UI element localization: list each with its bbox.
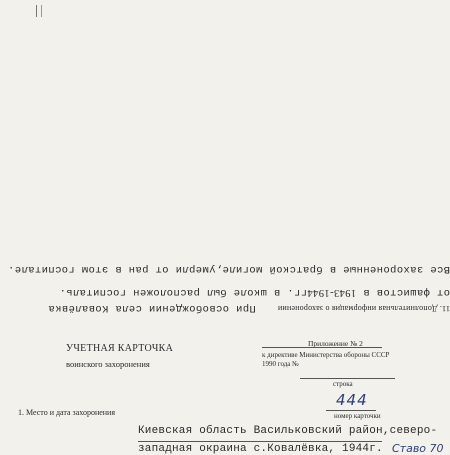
directive-text: к директиве Министерства обороны СССР — [262, 351, 390, 359]
additional-info-line-1 — [48, 302, 450, 314]
burial-place-label: 1. Место и дата захоронения — [18, 408, 116, 417]
handwritten-note: Ставо 70 — [392, 442, 444, 455]
card-number-label: номер карточки — [334, 412, 381, 420]
appendix-label: Приложение № 2 — [308, 339, 363, 348]
additional-info-label: 11. Дополнительная информация о захоронении — [277, 304, 450, 313]
card-title: УЧЕТНАЯ КАРТОЧКА — [66, 343, 174, 354]
directive-year: 1990 года № — [262, 360, 299, 368]
burial-place-value-line-1: Киевская область Васильковский район,северо- — [138, 425, 438, 437]
additional-info-block-upside-down — [0, 252, 450, 314]
additional-info-line-3: Все захороненные в братской могиле,умерли от ран в этом госпитале. — [7, 263, 450, 275]
row-line — [300, 378, 395, 379]
additional-info-line-2 — [59, 286, 450, 298]
additional-info-prefix: от фашистов в — [356, 286, 450, 298]
additional-info-text-1: При освобождении села Ковалёвка — [48, 302, 256, 314]
burial-place-underline — [138, 441, 382, 442]
card-number: 444 — [336, 391, 368, 409]
appendix-underline — [262, 347, 382, 348]
burial-place-value-line-2: западная окраина с.Ковалёвка, 1944г. — [138, 443, 383, 455]
additional-info-suffix: гг. в школе был расположен госпиталь. — [59, 286, 308, 298]
punch-mark — [36, 5, 42, 17]
row-label: строка — [333, 380, 353, 388]
additional-info-years: 1943-1944 — [307, 287, 357, 298]
card-subtitle: воинского захоронения — [66, 359, 150, 369]
